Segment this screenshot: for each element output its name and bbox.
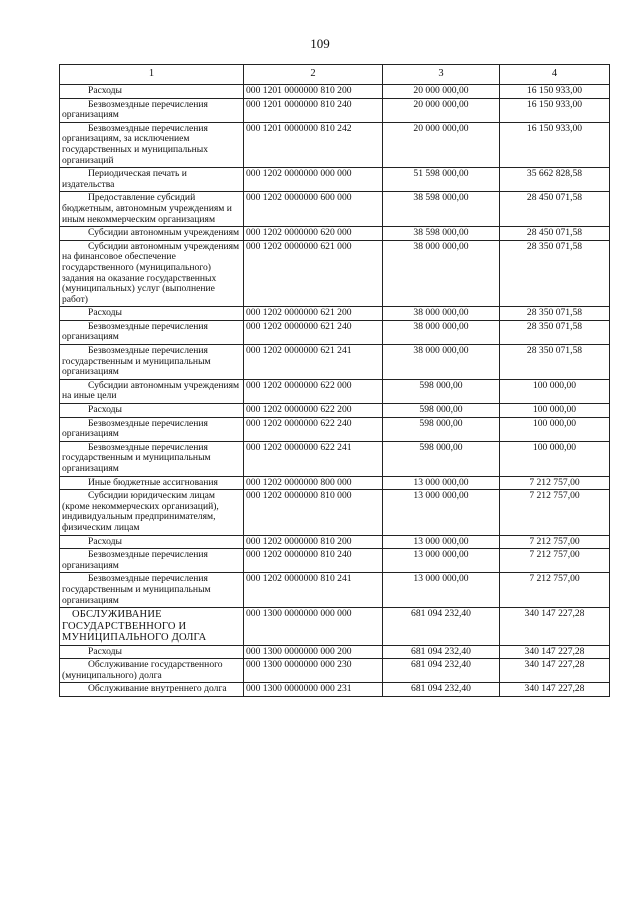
row-code: 000 1202 0000000 622 200: [244, 404, 383, 418]
header-col-1: 1: [60, 65, 244, 85]
row-value-plan: 681 094 232,40: [383, 645, 500, 659]
row-code: 000 1202 0000000 622 240: [244, 417, 383, 441]
row-value-actual: 35 662 828,58: [500, 168, 610, 192]
row-value-actual: 7 212 757,00: [500, 573, 610, 608]
row-value-actual: 7 212 757,00: [500, 549, 610, 573]
table-row: [60, 608, 610, 646]
row-value-actual: 7 212 757,00: [500, 535, 610, 549]
row-value-actual: 7 212 757,00: [500, 490, 610, 535]
row-value-plan: 13 000 000,00: [383, 476, 500, 490]
table-row: [60, 404, 610, 418]
row-name: Субсидии автономным учреждениям на иные цели: [60, 379, 244, 403]
row-value-plan: 598 000,00: [383, 441, 500, 476]
row-code: 000 1202 0000000 810 000: [244, 490, 383, 535]
header-col-3: 3: [383, 65, 500, 85]
row-value-actual: 340 147 227,28: [500, 683, 610, 697]
row-value-actual: 340 147 227,28: [500, 645, 610, 659]
row-value-plan: 598 000,00: [383, 379, 500, 403]
row-name: Иные бюджетные ассигнования: [60, 476, 244, 490]
table-row: [60, 490, 610, 535]
budget-table-body: [60, 65, 610, 697]
table-row: [60, 683, 610, 697]
row-value-actual: 16 150 933,00: [500, 122, 610, 167]
row-name: Расходы: [60, 307, 244, 321]
table-row: [60, 122, 610, 167]
row-code: 000 1202 0000000 621 200: [244, 307, 383, 321]
row-value-plan: 598 000,00: [383, 417, 500, 441]
row-code: 000 1202 0000000 000 000: [244, 168, 383, 192]
table-row: [60, 549, 610, 573]
table-row: [60, 85, 610, 99]
row-value-plan: 20 000 000,00: [383, 98, 500, 122]
row-value-actual: 16 150 933,00: [500, 85, 610, 99]
row-value-plan: 38 000 000,00: [383, 240, 500, 307]
row-value-plan: 38 598 000,00: [383, 192, 500, 227]
row-value-actual: 28 350 071,58: [500, 240, 610, 307]
table-row: [60, 379, 610, 403]
row-value-plan: 20 000 000,00: [383, 122, 500, 167]
row-name: Расходы: [60, 404, 244, 418]
row-value-actual: 28 350 071,58: [500, 320, 610, 344]
row-code: 000 1202 0000000 622 000: [244, 379, 383, 403]
row-code: 000 1202 0000000 810 200: [244, 535, 383, 549]
row-name: Субсидии автономным учреждениям на финансовое обеспечение государственного (муниципального) задания на оказание государственных (муниципальных) услуг (выполнение работ): [60, 240, 244, 307]
table-row: [60, 345, 610, 380]
row-code: 000 1300 0000000 000 200: [244, 645, 383, 659]
row-value-actual: 100 000,00: [500, 417, 610, 441]
row-code: 000 1300 0000000 000 000: [244, 608, 383, 646]
row-value-actual: 16 150 933,00: [500, 98, 610, 122]
row-name: ОБСЛУЖИВАНИЕ ГОСУДАРСТВЕННОГО И МУНИЦИПАЛЬНОГО ДОЛГА: [60, 608, 244, 646]
row-code: 000 1202 0000000 621 240: [244, 320, 383, 344]
row-value-plan: 681 094 232,40: [383, 659, 500, 683]
row-code: 000 1201 0000000 810 242: [244, 122, 383, 167]
table-row: [60, 227, 610, 241]
row-name: Субсидии юридическим лицам (кроме некоммерческих организаций), индивидуальным предпринимателям, физическим лицам: [60, 490, 244, 535]
row-name: Безвозмездные перечисления организациям: [60, 320, 244, 344]
row-value-actual: 100 000,00: [500, 379, 610, 403]
table-row: [60, 659, 610, 683]
row-code: 000 1300 0000000 000 231: [244, 683, 383, 697]
row-value-plan: 13 000 000,00: [383, 549, 500, 573]
row-value-plan: 13 000 000,00: [383, 573, 500, 608]
row-code: 000 1201 0000000 810 240: [244, 98, 383, 122]
row-name: Периодическая печать и издательства: [60, 168, 244, 192]
row-code: 000 1202 0000000 810 241: [244, 573, 383, 608]
row-name: Субсидии автономным учреждениям: [60, 227, 244, 241]
row-code: 000 1201 0000000 810 200: [244, 85, 383, 99]
row-value-plan: 38 000 000,00: [383, 320, 500, 344]
row-value-actual: 340 147 227,28: [500, 608, 610, 646]
row-code: 000 1202 0000000 620 000: [244, 227, 383, 241]
row-value-actual: 28 350 071,58: [500, 307, 610, 321]
row-name: Безвозмездные перечисления государственным и муниципальным организациям: [60, 573, 244, 608]
row-value-actual: 28 450 071,58: [500, 227, 610, 241]
table-row: [60, 192, 610, 227]
table-row: [60, 535, 610, 549]
table-row: [60, 168, 610, 192]
row-value-plan: 51 598 000,00: [383, 168, 500, 192]
row-value-plan: 681 094 232,40: [383, 683, 500, 697]
row-value-plan: 38 000 000,00: [383, 345, 500, 380]
row-value-actual: 340 147 227,28: [500, 659, 610, 683]
row-value-plan: 20 000 000,00: [383, 85, 500, 99]
row-value-actual: 100 000,00: [500, 441, 610, 476]
row-code: 000 1202 0000000 621 241: [244, 345, 383, 380]
table-row: [60, 573, 610, 608]
header-row: [60, 65, 610, 85]
table-row: [60, 476, 610, 490]
row-name: Безвозмездные перечисления организациям, за исключением государственных и муниципальных организаций: [60, 122, 244, 167]
row-name: Расходы: [60, 535, 244, 549]
row-name: Безвозмездные перечисления государственным и муниципальным организациям: [60, 345, 244, 380]
row-name: Безвозмездные перечисления организациям: [60, 98, 244, 122]
table-row: [60, 98, 610, 122]
row-value-plan: 13 000 000,00: [383, 535, 500, 549]
row-value-plan: 598 000,00: [383, 404, 500, 418]
table-row: [60, 240, 610, 307]
row-code: 000 1202 0000000 600 000: [244, 192, 383, 227]
table-row: [60, 441, 610, 476]
row-value-actual: 28 350 071,58: [500, 345, 610, 380]
table-row: [60, 417, 610, 441]
table-row: [60, 307, 610, 321]
row-value-actual: 100 000,00: [500, 404, 610, 418]
row-code: 000 1300 0000000 000 230: [244, 659, 383, 683]
table-row: [60, 645, 610, 659]
row-name: Предоставление субсидий бюджетным, автономным учреждениям и иным некоммерческим организациям: [60, 192, 244, 227]
table-row: [60, 320, 610, 344]
row-value-plan: 38 000 000,00: [383, 307, 500, 321]
header-col-4: 4: [500, 65, 610, 85]
row-name: Обслуживание внутреннего долга: [60, 683, 244, 697]
row-name: Безвозмездные перечисления организациям: [60, 417, 244, 441]
header-col-2: 2: [244, 65, 383, 85]
budget-table: [59, 64, 610, 697]
row-name: Расходы: [60, 645, 244, 659]
row-name: Безвозмездные перечисления государственным и муниципальным организациям: [60, 441, 244, 476]
row-code: 000 1202 0000000 800 000: [244, 476, 383, 490]
row-value-plan: 38 598 000,00: [383, 227, 500, 241]
row-value-actual: 28 450 071,58: [500, 192, 610, 227]
row-name: Расходы: [60, 85, 244, 99]
row-name: Безвозмездные перечисления организациям: [60, 549, 244, 573]
row-value-actual: 7 212 757,00: [500, 476, 610, 490]
page-number: 109: [310, 36, 330, 51]
row-value-plan: 681 094 232,40: [383, 608, 500, 646]
row-code: 000 1202 0000000 622 241: [244, 441, 383, 476]
row-value-plan: 13 000 000,00: [383, 490, 500, 535]
row-code: 000 1202 0000000 621 000: [244, 240, 383, 307]
row-name: Обслуживание государственного (муниципального) долга: [60, 659, 244, 683]
row-code: 000 1202 0000000 810 240: [244, 549, 383, 573]
